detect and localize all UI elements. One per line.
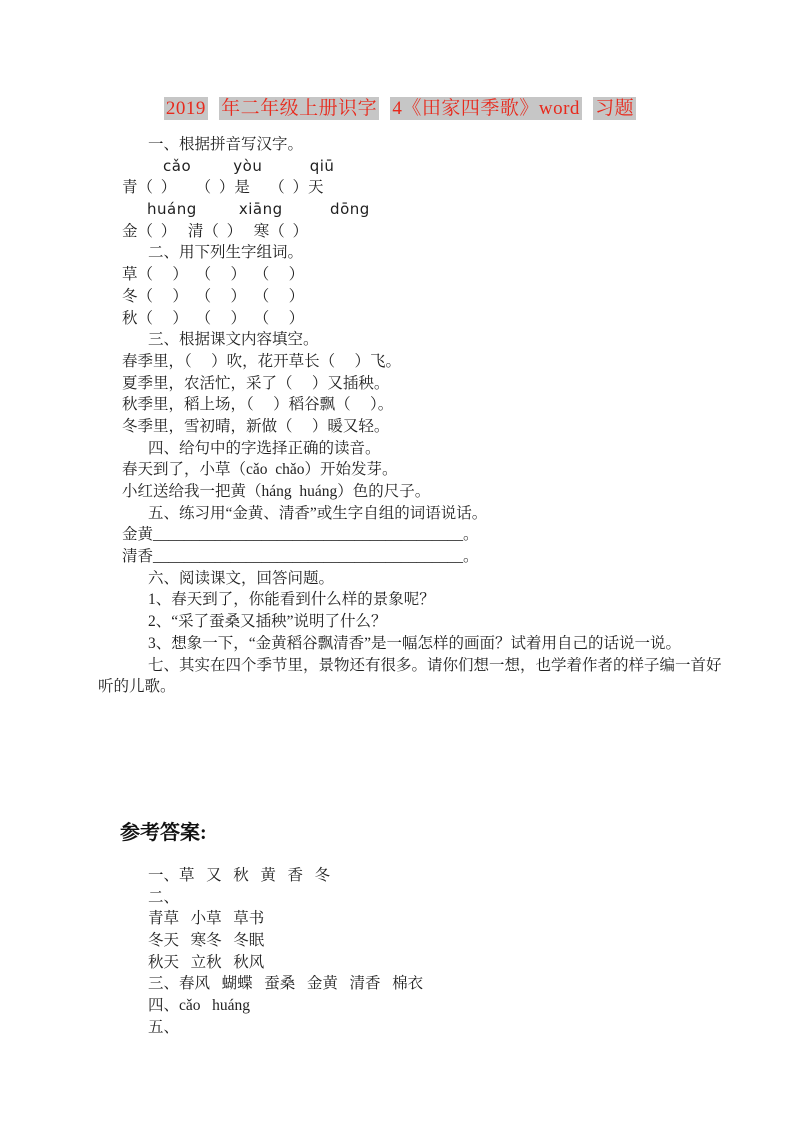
exercise-line: 1、春天到了，你能看到什么样的景象呢？ [148, 591, 435, 609]
exercise-line: 五、练习用“金黄、清香”或生字自组的词语说话。 [148, 504, 488, 522]
answer-line: 二、 [148, 888, 180, 906]
exercise-line: 秋季里，稻上场，（ ）稻谷飘（ ）。 [122, 396, 394, 414]
exercise-line: 清香________________________________________。 [122, 548, 479, 566]
exercise-line: 一、根据拼音写汉字。 [148, 136, 304, 153]
exercise-line: 二、用下列生字组词。 [148, 244, 304, 262]
exercise-line: 2、“采了蚕桑又插秧”说明了什么？ [148, 613, 387, 631]
exercise-line: 冬季里，雪初晴，新做（ ）暖又轻。 [122, 417, 390, 435]
answers-heading: 参考答案: [120, 821, 207, 844]
exercise-line: 春季里，（ ）吹，花开草长（ ）飞。 [122, 352, 402, 370]
exercise-line: 草（ ） （ ） （ ） [122, 266, 305, 284]
answer-line: 四、cǎo huáng [148, 997, 251, 1014]
answers-list [0, 865, 800, 1039]
exercise-line: 冬（ ） （ ） （ ） [122, 287, 305, 305]
exercise-line: 七、其实在四个季节里，景物还有很多。请你们想一想，也学着作者的样子编一首好 [148, 656, 722, 674]
exercise-line: 六、阅读课文，回答问题。 [148, 569, 335, 587]
title-segment-type: 习题 [595, 98, 635, 119]
exercise-line: 3、想象一下，“金黄稻谷飘清香”是一幅怎样的画面？试着用自己的话说一说。 [148, 634, 682, 652]
exercise-list [0, 134, 800, 698]
answer-line: 冬天 寒冬 冬眠 [148, 931, 265, 949]
title-segment-grade: 年二年级上册识字 [221, 98, 378, 119]
title-segment-year: 2019 [165, 98, 206, 119]
exercise-line: huáng xiāng dōng [147, 200, 370, 219]
exercise-line: 听的儿歌。 [98, 678, 176, 696]
document-title [0, 0, 800, 122]
exercise-line: 金（ ） 清（ ） 寒（ ） [122, 222, 309, 240]
exercise-line: 金黄________________________________________。 [122, 526, 479, 544]
exercise-line: 春天到了，小草（cǎo chǎo）开始发芽。 [122, 461, 398, 479]
exercise-line: 四、给句中的字选择正确的读音。 [148, 439, 381, 457]
exercise-line: 青（ ） （ ）是 （ ）天 [122, 179, 324, 197]
title-segment-lesson: 4《田家四季歌》word [392, 98, 580, 119]
exercise-line: 三、根据课文内容填空。 [148, 331, 319, 349]
answer-line: 青草 小草 草书 [148, 910, 265, 928]
answer-line: 三、春风 蝴蝶 蚕桑 金黄 清香 棉衣 [148, 975, 424, 993]
answer-line: 一、草 又 秋 黄 香 冬 [148, 866, 331, 884]
exercise-line: 秋（ ） （ ） （ ） [122, 309, 305, 327]
exercise-line: 小红送给我一把黄（háng huáng）色的尺子。 [122, 483, 431, 500]
answer-line: 秋天 立秋 秋风 [148, 953, 265, 971]
answer-line: 五、 [148, 1018, 180, 1036]
exercise-line: 夏季里，农活忙，采了（ ）又插秧。 [122, 374, 390, 392]
exercise-line: cǎo yòu qiū [163, 156, 335, 175]
